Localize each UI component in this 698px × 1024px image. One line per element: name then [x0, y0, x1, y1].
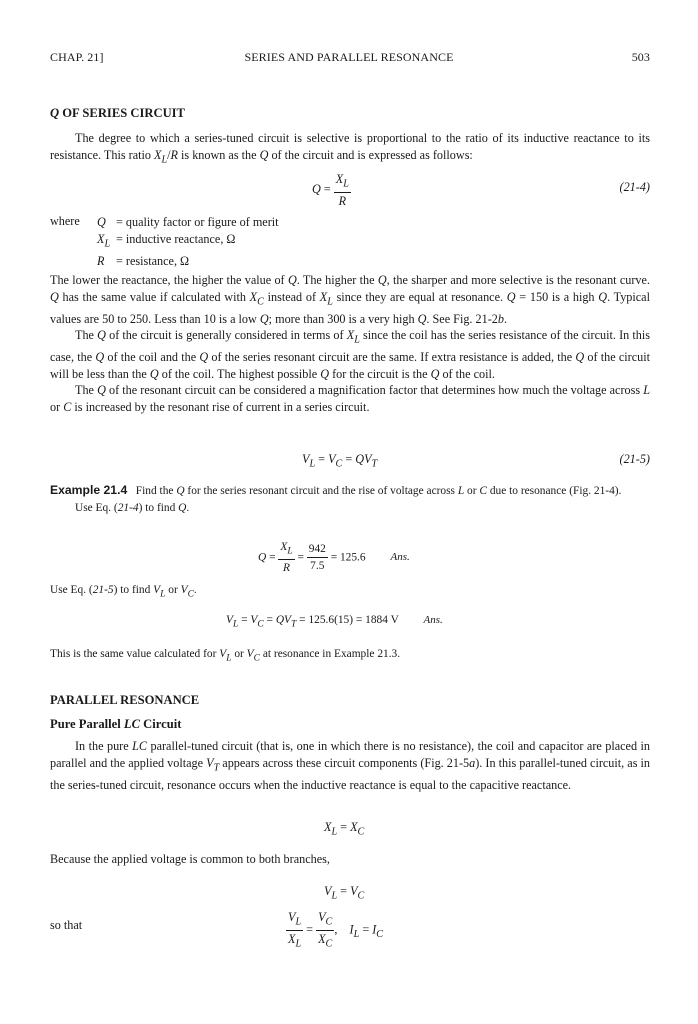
equation-vl-equals-vc: $V_L = V_C$: [324, 884, 365, 902]
equation-currents: $\frac{V_L}{X_L}$ = $\frac{V_C}{X_C}$ , $I_L = I_C$: [288, 910, 384, 950]
calculation-voltage: $V_L = V_C = QV_T = 125.6(15) = 1884$ V Ans.: [226, 614, 443, 630]
equation-number-21-4: (21-4): [619, 180, 650, 194]
paragraph-q-values: The lower the reactance, the higher the value of Q. The higher the Q, the sharper and more selective is the resonant curve. Q has the same value if calculated with $X_C$ instead of $X_L$ since they are equal at resonance. Q = 150 is a high Q. Typical values are 50 to 250. Less than 10 is a low Q; more than 300 is a very high Q. See Fig. 21-2b. The Q of the circuit is generally considered in terms of $X_L$ since the coil has the series resistance of the circuit. In this case, the Q of the coil and the Q of the series resonant circuit are the same. If extra resistance is added, the Q of the circuit will be less than the Q of the coil. The highest possible Q for the circuit is the Q of the coil. The Q of the resonant circuit can be considered a magnification factor that determines how much the voltage across L or C is increased by the resonant rise of current in a series circuit.: [50, 273, 651, 415]
where-item: Q = quality factor or figure of merit: [97, 215, 279, 229]
where-item: R = resistance, Ω: [97, 253, 190, 268]
where-item: $X_L$ = inductive reactance, Ω: [97, 231, 236, 250]
example-21-4: Example 21.4 Find the Q for the series resonant circuit and the rise of voltage across L or C due to resonance (Fig. 21-4). Use Eq. (21-4) to find Q.: [50, 483, 622, 514]
equation-21-5: $V_L = V_C = QV_T$: [302, 452, 378, 470]
subheading-pure-parallel-lc: Pure Parallel LC Circuit: [50, 717, 182, 731]
example-use-eq-21-5: Use Eq. (21-5) to find $V_L$ or $V_C$.: [50, 584, 197, 600]
where-definitions: [97, 214, 279, 269]
section-heading-q: Q OF SERIES CIRCUIT: [50, 106, 185, 120]
section-heading-parallel: PARALLEL RESONANCE: [50, 693, 200, 707]
answer-label: Ans.: [423, 614, 443, 626]
paragraph-q-intro: The degree to which a series-tuned circuit is selective is proportional to the ratio of its inductive reactance to its resistance. This ratio $X_L/R$ is known as the Q of the circuit and is expressed as follows:: [50, 131, 650, 166]
example-title: Example 21.4: [50, 483, 128, 497]
running-title: SERIES AND PARALLEL RESONANCE: [244, 50, 454, 64]
chapter-label: CHAP. 21]: [50, 50, 104, 64]
so-that-label: so that: [50, 918, 83, 932]
calculation-q: Q = $\frac{X_L}{R}$ = $\frac{942}{7.5}$ = 125.6 Ans.: [258, 541, 410, 575]
answer-label: Ans.: [390, 551, 410, 564]
paragraph-common-voltage: Because the applied voltage is common to both branches,: [50, 852, 330, 866]
page-number: 503: [631, 50, 650, 64]
paragraph-parallel-intro: In the pure LC parallel-tuned circuit (that is, one in which there is no resistance), the coil and capacitor are placed in parallel and the applied voltage $V_T$ appears across these circuit components (Fig. 21-5a). In this parallel-tuned circuit, as in the series-tuned circuit, resonance occurs when the inductive reactance is equal to the capacitive reactance.: [50, 739, 651, 792]
equation-xl-equals-xc: $X_L = X_C$: [324, 820, 365, 838]
equation-number-21-5: (21-5): [619, 452, 650, 466]
equation-21-4: Q = $\frac{X_L}{R}$: [312, 172, 349, 209]
where-word: where: [50, 214, 80, 228]
example-conclusion: This is the same value calculated for $V_L$ or $V_C$ at resonance in Example 21.3.: [50, 648, 401, 664]
